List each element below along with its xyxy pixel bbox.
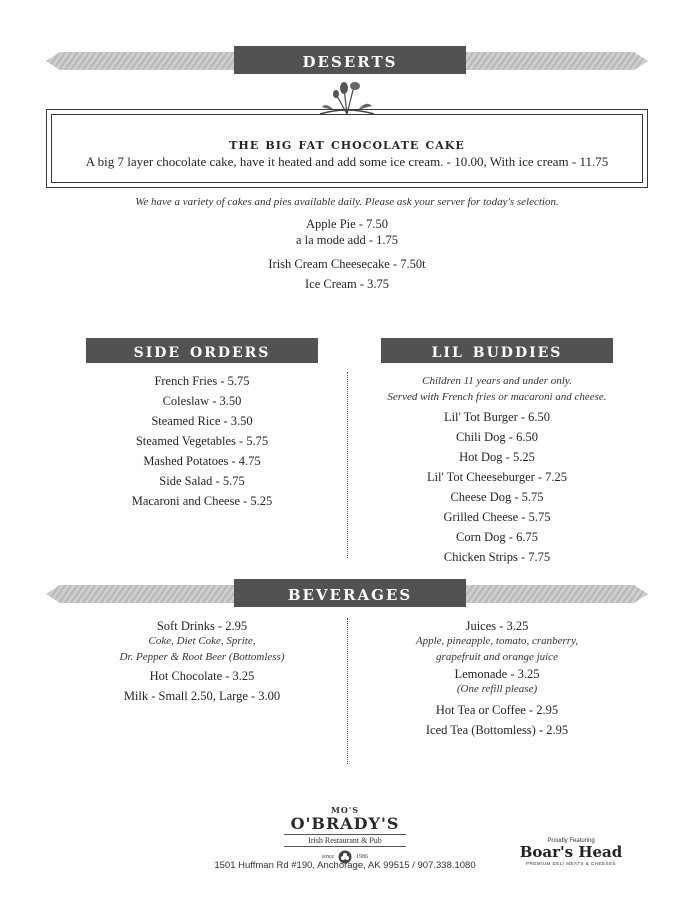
dessert-item: a la mode add - 1.75	[295, 233, 399, 247]
lil-buddies-item: Lil' Tot Burger - 6.50	[443, 410, 551, 424]
side-order-item: Side Salad - 5.75	[159, 474, 245, 488]
boars-head-logo	[512, 838, 630, 866]
column-divider	[347, 618, 348, 764]
beverage-note: (One refill please)	[456, 683, 538, 695]
beverages-left-list	[86, 618, 318, 706]
side-order-item: French Fries - 5.75	[154, 374, 250, 388]
side-order-item: Steamed Vegetables - 5.75	[135, 434, 269, 448]
dessert-item: Apple Pie - 7.50	[306, 217, 388, 231]
restaurant-address: 1501 Huffman Rd #190, Anchorage, AK 99515 / 907.338.1080	[214, 860, 476, 871]
partner-name: Boar's Head	[519, 843, 623, 861]
lil-buddies-item: Lil' Tot Cheeseburger - 7.25	[426, 470, 568, 484]
beverage-item: Iced Tea (Bottomless) - 2.95	[425, 723, 569, 737]
lil-buddies-note: Children 11 years and under only.	[422, 375, 572, 387]
beverage-item: Juices - 3.25	[465, 619, 529, 633]
side-orders-title: side orders	[86, 338, 318, 363]
beverage-note: Apple, pineapple, tomato, cranberry,	[415, 635, 579, 647]
dessert-item: Ice Cream - 3.75	[305, 277, 389, 291]
beverage-note: grapefruit and orange juice	[436, 651, 558, 663]
desserts-note: We have a variety of cakes and pies available daily. Please ask your server for today's selection.	[135, 196, 559, 208]
beverage-item: Hot Chocolate - 3.25	[149, 669, 255, 683]
featured-dessert-description: A big 7 layer chocolate cake, have it heated and add some ice cream. - 10.00, With ice cream - 11.75	[85, 154, 609, 169]
logo-name: O'BRADY'S	[290, 814, 400, 833]
beverage-note: Coke, Diet Coke, Sprite,	[148, 635, 256, 647]
lil-buddies-item: Corn Dog - 6.75	[456, 530, 538, 544]
beverages-title: beverages	[234, 579, 466, 607]
beverage-item: Milk - Small 2.50, Large - 3.00	[123, 689, 281, 703]
featured-dessert-box	[46, 109, 648, 188]
logo-since-label: since	[321, 854, 335, 860]
logo-subtitle: Irish Restaurant & Pub	[284, 834, 406, 847]
column-divider	[347, 372, 348, 558]
featured-dessert-name: the big fat chocolate cake	[229, 135, 465, 153]
lil-buddies-item: Grilled Cheese - 5.75	[443, 510, 551, 524]
lil-buddies-item: Chicken Strips - 7.75	[443, 550, 551, 564]
beverages-right-list	[366, 618, 628, 740]
desserts-list	[46, 194, 648, 294]
side-order-item: Steamed Rice - 3.50	[151, 414, 253, 428]
beverage-note: Dr. Pepper & Root Beer (Bottomless)	[119, 651, 285, 663]
side-order-item: Coleslaw - 3.50	[162, 394, 242, 408]
side-orders-list	[86, 371, 318, 511]
lil-buddies-item: Chili Dog - 6.50	[456, 430, 538, 444]
beverage-item: Lemonade - 3.25	[454, 667, 540, 681]
partner-small-text: Proudly Featuring	[547, 838, 595, 844]
dessert-item: Irish Cream Cheesecake - 7.50t	[268, 257, 426, 271]
logo-top-text: MO'S	[330, 805, 360, 815]
lil-buddies-item: Cheese Dog - 5.75	[450, 490, 544, 504]
side-order-item: Macaroni and Cheese - 5.25	[131, 494, 273, 508]
beverage-item: Hot Tea or Coffee - 2.95	[435, 703, 559, 717]
desserts-title: deserts	[234, 46, 466, 74]
logo-since-year: 1986	[356, 854, 369, 860]
partner-tagline: PREMIUM DELI MEATS & CHEESES	[526, 861, 616, 866]
featured-dessert-inner	[51, 114, 643, 183]
lil-buddies-item: Hot Dog - 5.25	[459, 450, 535, 464]
side-order-item: Mashed Potatoes - 4.75	[143, 454, 261, 468]
lil-buddies-title: lil buddies	[381, 338, 613, 363]
beverage-item: Soft Drinks - 2.95	[156, 619, 248, 633]
obradys-logo	[270, 805, 420, 864]
lil-buddies-list	[366, 373, 628, 567]
lil-buddies-note: Served with French fries or macaroni and cheese.	[387, 391, 607, 403]
